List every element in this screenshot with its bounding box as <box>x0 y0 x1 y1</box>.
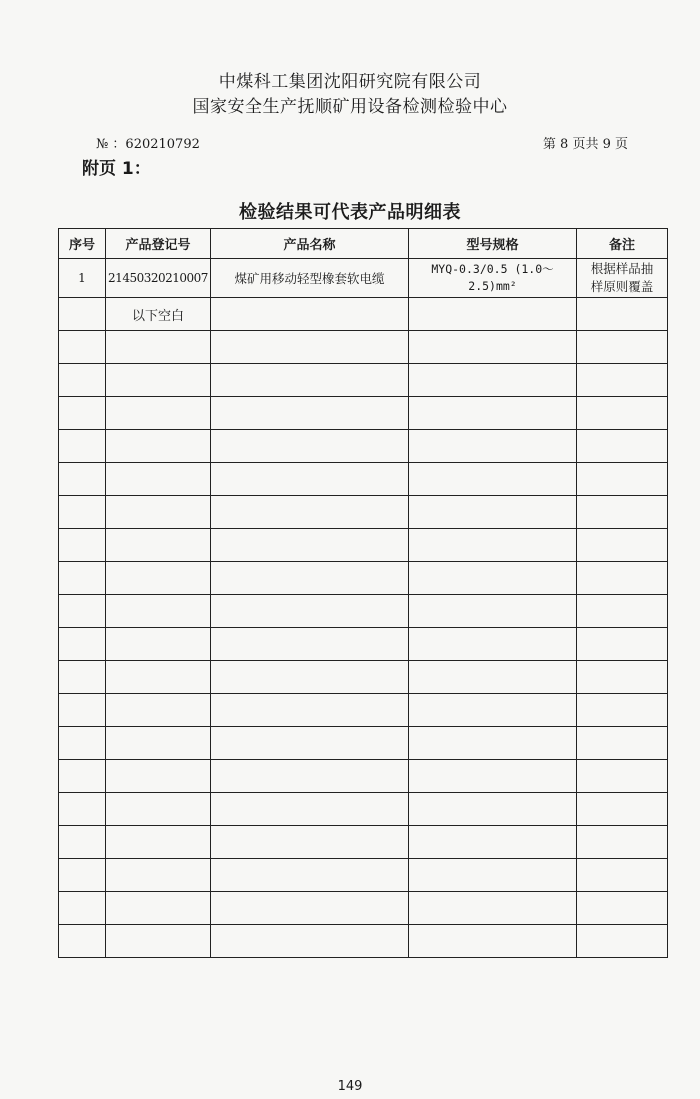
table-row <box>59 298 668 331</box>
table-row-empty <box>59 826 668 859</box>
cell-empty <box>106 562 211 595</box>
table-row-empty <box>59 694 668 727</box>
cell-empty <box>409 397 577 430</box>
cell-empty <box>59 496 106 529</box>
table-row-empty <box>59 793 668 826</box>
cell-empty <box>577 595 668 628</box>
cell-empty <box>59 727 106 760</box>
cell-empty <box>577 430 668 463</box>
cell-empty <box>409 463 577 496</box>
cell-empty <box>409 925 577 958</box>
org-name-line2: 国家安全生产抚顺矿用设备检测检验中心 <box>192 97 508 117</box>
cell-empty <box>211 364 409 397</box>
cell-empty <box>577 397 668 430</box>
column-header-spec: 型号规格 <box>409 229 577 259</box>
cell-empty <box>59 562 106 595</box>
table-row <box>59 259 668 298</box>
table-row-empty <box>59 892 668 925</box>
cell-empty <box>211 298 409 331</box>
cell-empty <box>59 595 106 628</box>
cell-empty <box>409 595 577 628</box>
table-row-empty <box>59 529 668 562</box>
cell-empty <box>409 628 577 661</box>
table-row-empty <box>59 661 668 694</box>
cell-empty <box>106 694 211 727</box>
cell-empty <box>211 793 409 826</box>
cell-empty <box>577 826 668 859</box>
table-row-empty <box>59 430 668 463</box>
cell-empty <box>211 826 409 859</box>
cell-spec <box>409 259 577 298</box>
cell-empty <box>106 925 211 958</box>
cell-empty <box>106 892 211 925</box>
cell-empty <box>106 397 211 430</box>
cell-empty <box>409 661 577 694</box>
cell-empty <box>577 463 668 496</box>
cell-empty <box>106 430 211 463</box>
column-header-seq: 序号 <box>59 229 106 259</box>
cell-empty <box>577 628 668 661</box>
spec-line-1: MYQ-0.3/0.5 (1.0～ <box>431 262 554 276</box>
cell-empty <box>59 826 106 859</box>
cell-empty <box>577 892 668 925</box>
table-row-empty <box>59 595 668 628</box>
org-name-line1: 中煤科工集团沈阳研究院有限公司 <box>218 72 482 92</box>
cell-empty <box>59 463 106 496</box>
column-header-reg-no: 产品登记号 <box>106 229 211 259</box>
cell-empty <box>577 859 668 892</box>
cell-empty <box>409 562 577 595</box>
table-header-row <box>59 229 668 259</box>
cell-empty <box>211 430 409 463</box>
cell-seq: 1 <box>59 259 106 298</box>
page-info: 第 8 页共 9 页 <box>542 137 628 152</box>
column-header-note: 备注 <box>577 229 668 259</box>
cell-empty <box>59 397 106 430</box>
cell-empty <box>211 760 409 793</box>
cell-empty <box>106 727 211 760</box>
table-row-empty <box>59 628 668 661</box>
cell-empty <box>409 430 577 463</box>
cell-empty <box>409 298 577 331</box>
product-detail-table <box>58 228 668 958</box>
cell-empty <box>211 859 409 892</box>
cell-empty <box>577 496 668 529</box>
cell-empty <box>577 694 668 727</box>
cell-empty <box>577 298 668 331</box>
cell-empty <box>409 892 577 925</box>
cell-empty <box>409 760 577 793</box>
cell-empty <box>59 892 106 925</box>
cell-empty <box>59 529 106 562</box>
cell-empty <box>409 694 577 727</box>
cell-empty <box>211 925 409 958</box>
table-row-empty <box>59 496 668 529</box>
cell-empty <box>59 925 106 958</box>
cell-empty <box>211 529 409 562</box>
cell-empty <box>59 760 106 793</box>
cell-empty <box>59 364 106 397</box>
table-row-empty <box>59 760 668 793</box>
cell-empty <box>106 496 211 529</box>
cell-empty <box>211 892 409 925</box>
note-line-1: 根据样品抽 <box>590 261 654 276</box>
cell-empty <box>577 661 668 694</box>
cell-empty <box>106 595 211 628</box>
table-row-empty <box>59 364 668 397</box>
cell-empty <box>409 859 577 892</box>
cell-empty <box>211 463 409 496</box>
cell-empty <box>577 562 668 595</box>
cell-empty <box>577 529 668 562</box>
cell-empty <box>106 859 211 892</box>
cell-empty <box>409 364 577 397</box>
cell-empty <box>106 793 211 826</box>
cell-note <box>577 259 668 298</box>
note-line-2: 样原则覆盖 <box>590 279 654 294</box>
cell-empty <box>59 430 106 463</box>
cell-empty <box>211 397 409 430</box>
cell-empty <box>106 826 211 859</box>
cell-product-name: 煤矿用移动轻型橡套软电缆 <box>211 259 409 298</box>
cell-empty <box>577 925 668 958</box>
table-row-empty <box>59 925 668 958</box>
cell-reg-no: 21450320210007 <box>106 259 211 298</box>
cell-empty <box>59 661 106 694</box>
cell-empty <box>59 331 106 364</box>
cell-empty <box>106 661 211 694</box>
cell-empty <box>211 562 409 595</box>
cell-empty <box>409 727 577 760</box>
cell-empty <box>106 463 211 496</box>
table-row-empty <box>59 562 668 595</box>
cell-empty <box>59 793 106 826</box>
table-title: 检验结果可代表产品明细表 <box>239 202 461 223</box>
cell-empty <box>106 364 211 397</box>
table-row-empty <box>59 331 668 364</box>
column-header-name: 产品名称 <box>211 229 409 259</box>
table-row-empty <box>59 727 668 760</box>
cell-empty <box>211 331 409 364</box>
cell-empty <box>577 793 668 826</box>
cell-empty <box>409 826 577 859</box>
cell-empty <box>409 529 577 562</box>
cell-empty <box>106 331 211 364</box>
cell-empty <box>577 364 668 397</box>
page-number: 149 <box>337 1079 363 1094</box>
cell-empty <box>577 331 668 364</box>
cell-empty <box>211 595 409 628</box>
document-number: № ：620210792 <box>96 137 200 152</box>
table-row-empty <box>59 463 668 496</box>
cell-empty <box>106 760 211 793</box>
cell-empty <box>106 529 211 562</box>
cell-empty <box>577 727 668 760</box>
cell-empty <box>577 760 668 793</box>
table-row-empty <box>59 397 668 430</box>
cell-empty <box>59 628 106 661</box>
cell-empty <box>59 694 106 727</box>
cell-empty <box>211 496 409 529</box>
cell-empty <box>409 793 577 826</box>
cell-empty <box>59 859 106 892</box>
cell-empty <box>211 694 409 727</box>
cell-empty <box>211 628 409 661</box>
cell-empty <box>409 331 577 364</box>
spec-line-2: 2.5)mm² <box>468 279 517 293</box>
appendix-label: 附页 1： <box>82 159 151 179</box>
cell-empty <box>211 661 409 694</box>
cell-empty <box>211 727 409 760</box>
cell-empty <box>59 298 106 331</box>
blank-below-note: 以下空白 <box>106 298 211 331</box>
cell-empty <box>409 496 577 529</box>
cell-empty <box>106 628 211 661</box>
table-row-empty <box>59 859 668 892</box>
